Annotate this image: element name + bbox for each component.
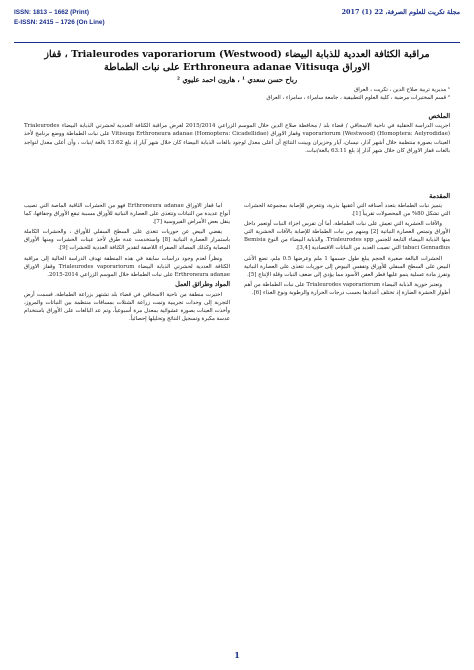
journal-header	[14, 8, 460, 42]
right-paragraph-4: وتعتبر حورية الذبابة البيضاء Trialeurodes vaporariorum على نبات الطماطة من أهم أطوار الحشرة الضارة إذ تختلف أعدادها بحسب درجات الحرارة والرطوبة ونوع الغذاء [6].	[244, 281, 450, 296]
affiliations	[150, 86, 450, 102]
left-paragraph-3: ونظراً لعدم وجود دراسات سابقة في هذه المنطقة تهدف الدراسة الحالية إلى مراقبة الكثافة العددية لحشرتي الذبابة البيضاء Trialeurodes vaporariorum وقفاز الاوراق Erthroneura adanae على نبات الطماطة خلال الموسم الزراعي 2014-2015.	[24, 255, 230, 278]
issn-print: ISSN: 1813 – 1662 (Print)	[14, 9, 89, 16]
left-column	[24, 202, 230, 642]
right-paragraph-2: والآفات الحشرية التي تعيش على نبات الطماطة، أما أن تفرس اجزاء النبات أوتعمر داخل الأوراق وتمتص العصارة النباتية [2] ومنهم من نبات الطماطة للإصابة بالآفات الحشرية التي منها الذبابة البيضاء التابعة للجنس Trialeurodes spp. والذبابة البيضاء من النوع Bemisia tabaci Gennadius التي تصيب العديد من النباتات الاقتصادية [3,4].	[244, 221, 450, 252]
left-paragraph-1: اما قفاز الاوراق Erthroneura adanae فهو من الحشرات الثاقبة الماصة التي تصيب أنواع عديدة من النباتات وتتغذى على العصارة النباتية للأوراق مسببة تبقع الأوراق وجفافها، كما ينقل بعض الأمراض الفيروسية [7].	[24, 203, 230, 226]
authors: رباح حسن سعدي ¹ ، هارون احمد عليوي ²	[176, 76, 298, 84]
left-paragraph-2: يقضي البيض عن حوريات تتغذى على السطح السفلي للأوراق ، والحشرات الكاملة باستمرار العصارة النباتية [8] واستخدمت عدة طرق لأخذ عينات الحشرات ومنها الأوراق المصابة وكذلك المصائد الصفراء اللاصقة لتقدير الكثافة العددية للحشرات [9].	[24, 229, 230, 252]
right-paragraph-3: الحشرات البالغة صغيرة الحجم يبلغ طول جسمها 1 ملم وعرضها 0.5 ملم، تضع الأنثى البيض على السطح السفلي للأوراق وتفقس البيوض إلى حوريات تتغذى على العصارة النباتية وتفرز مادة عسلية ينمو عليها فطر العفن الأسود مما يؤدي إلى ضعف النبات وقلة الإنتاج [5].	[244, 255, 450, 278]
affiliation-1: ¹ مديرية تربية صلاح الدين ، تكريت ، العراق	[354, 87, 450, 93]
issn-online: E-ISSN: 2415 – 1726 (On Line)	[14, 19, 105, 26]
left-paragraph-4: اختيرت منطقة من ناحية الاسحاقي في قضاء بلد تشتهر بزراعة الطماطة، قسمت أرض التجربة إلى وحدات تجريبية وتمت زراعة الشتلات بمسافات منتظمة بين النباتات والمروز، وأخذت العينات بصورة عشوائية بمعدل مرة أسبوعياً، وتم عد البالغات على الأوراق باستخدام عدسة مكبرة وتسجيل النتائج وتحليلها إحصائياً.	[24, 291, 230, 323]
intro-heading: المقدمة	[429, 192, 450, 200]
right-column	[244, 202, 450, 642]
title-line-2: الاوراق Erthroneura adanae Vitisuqa على نبات الطماطة	[104, 62, 370, 73]
journal-name: مجلة تكريت للعلوم الصرفة، 22 (1) 2017	[341, 8, 460, 16]
affiliation-2: ² قسم المختبرات مرضية ، كلية العلوم التطبيقية ، جامعة سامراء ، سامراء ، العراق	[266, 95, 450, 101]
paper-title	[18, 48, 456, 74]
page-number: 1	[234, 650, 240, 660]
header-divider	[14, 42, 460, 43]
title-line-1: مراقبة الكثافة العددية للذبابة البيضاء Trialeurodes vaporariorum (Westwood) ، قفاز	[44, 49, 430, 60]
issn-block	[14, 8, 105, 28]
methods-heading: المواد وطرائق العمل	[175, 280, 230, 288]
abstract-heading: الملخص	[428, 112, 450, 120]
right-paragraph-1: يتميز نبات الطماطة بتعدد أصنافه التي أعقبها بذرية، وتتعرض للإصابة بمجموعة الحشرات التي تشكل 80% من المحصولات تقريباً [1].	[244, 203, 450, 218]
abstract-text: اجريت الدراسة الحقلية في ناحية الاسحاقي / قضاء بلد / محافظة صلاح الدين خلال الموسم الزراعي 2015/2014 لغرض مراقبة الكثافة العددية لحشرتي الذبابة البيضاء Trialeurodes vaporariorum (Westwood) (Homoptera: Aelyrodidae) وقفاز الاوراق Vitisuqa Erthroneura adanae (Homoptera: Cicadellidae) على نبات الطماطة ووضع برنامج لأخذ العينات بصورة منتظمة خلال أشهر آذار، نيسان، آيار وحزيران وبينت النتائج أن أعلى معدل لوجود بالغات الذبابة البيضاء كان خلال شهر آيار إذ بلغ 13.62 بالغة /نبات ، وأن أعلى معدل لتواجد بالغات قفاز الاوراق كان خلال شهر آذار إذ بلغ 63.11 بالغة/نبات.	[24, 123, 450, 154]
